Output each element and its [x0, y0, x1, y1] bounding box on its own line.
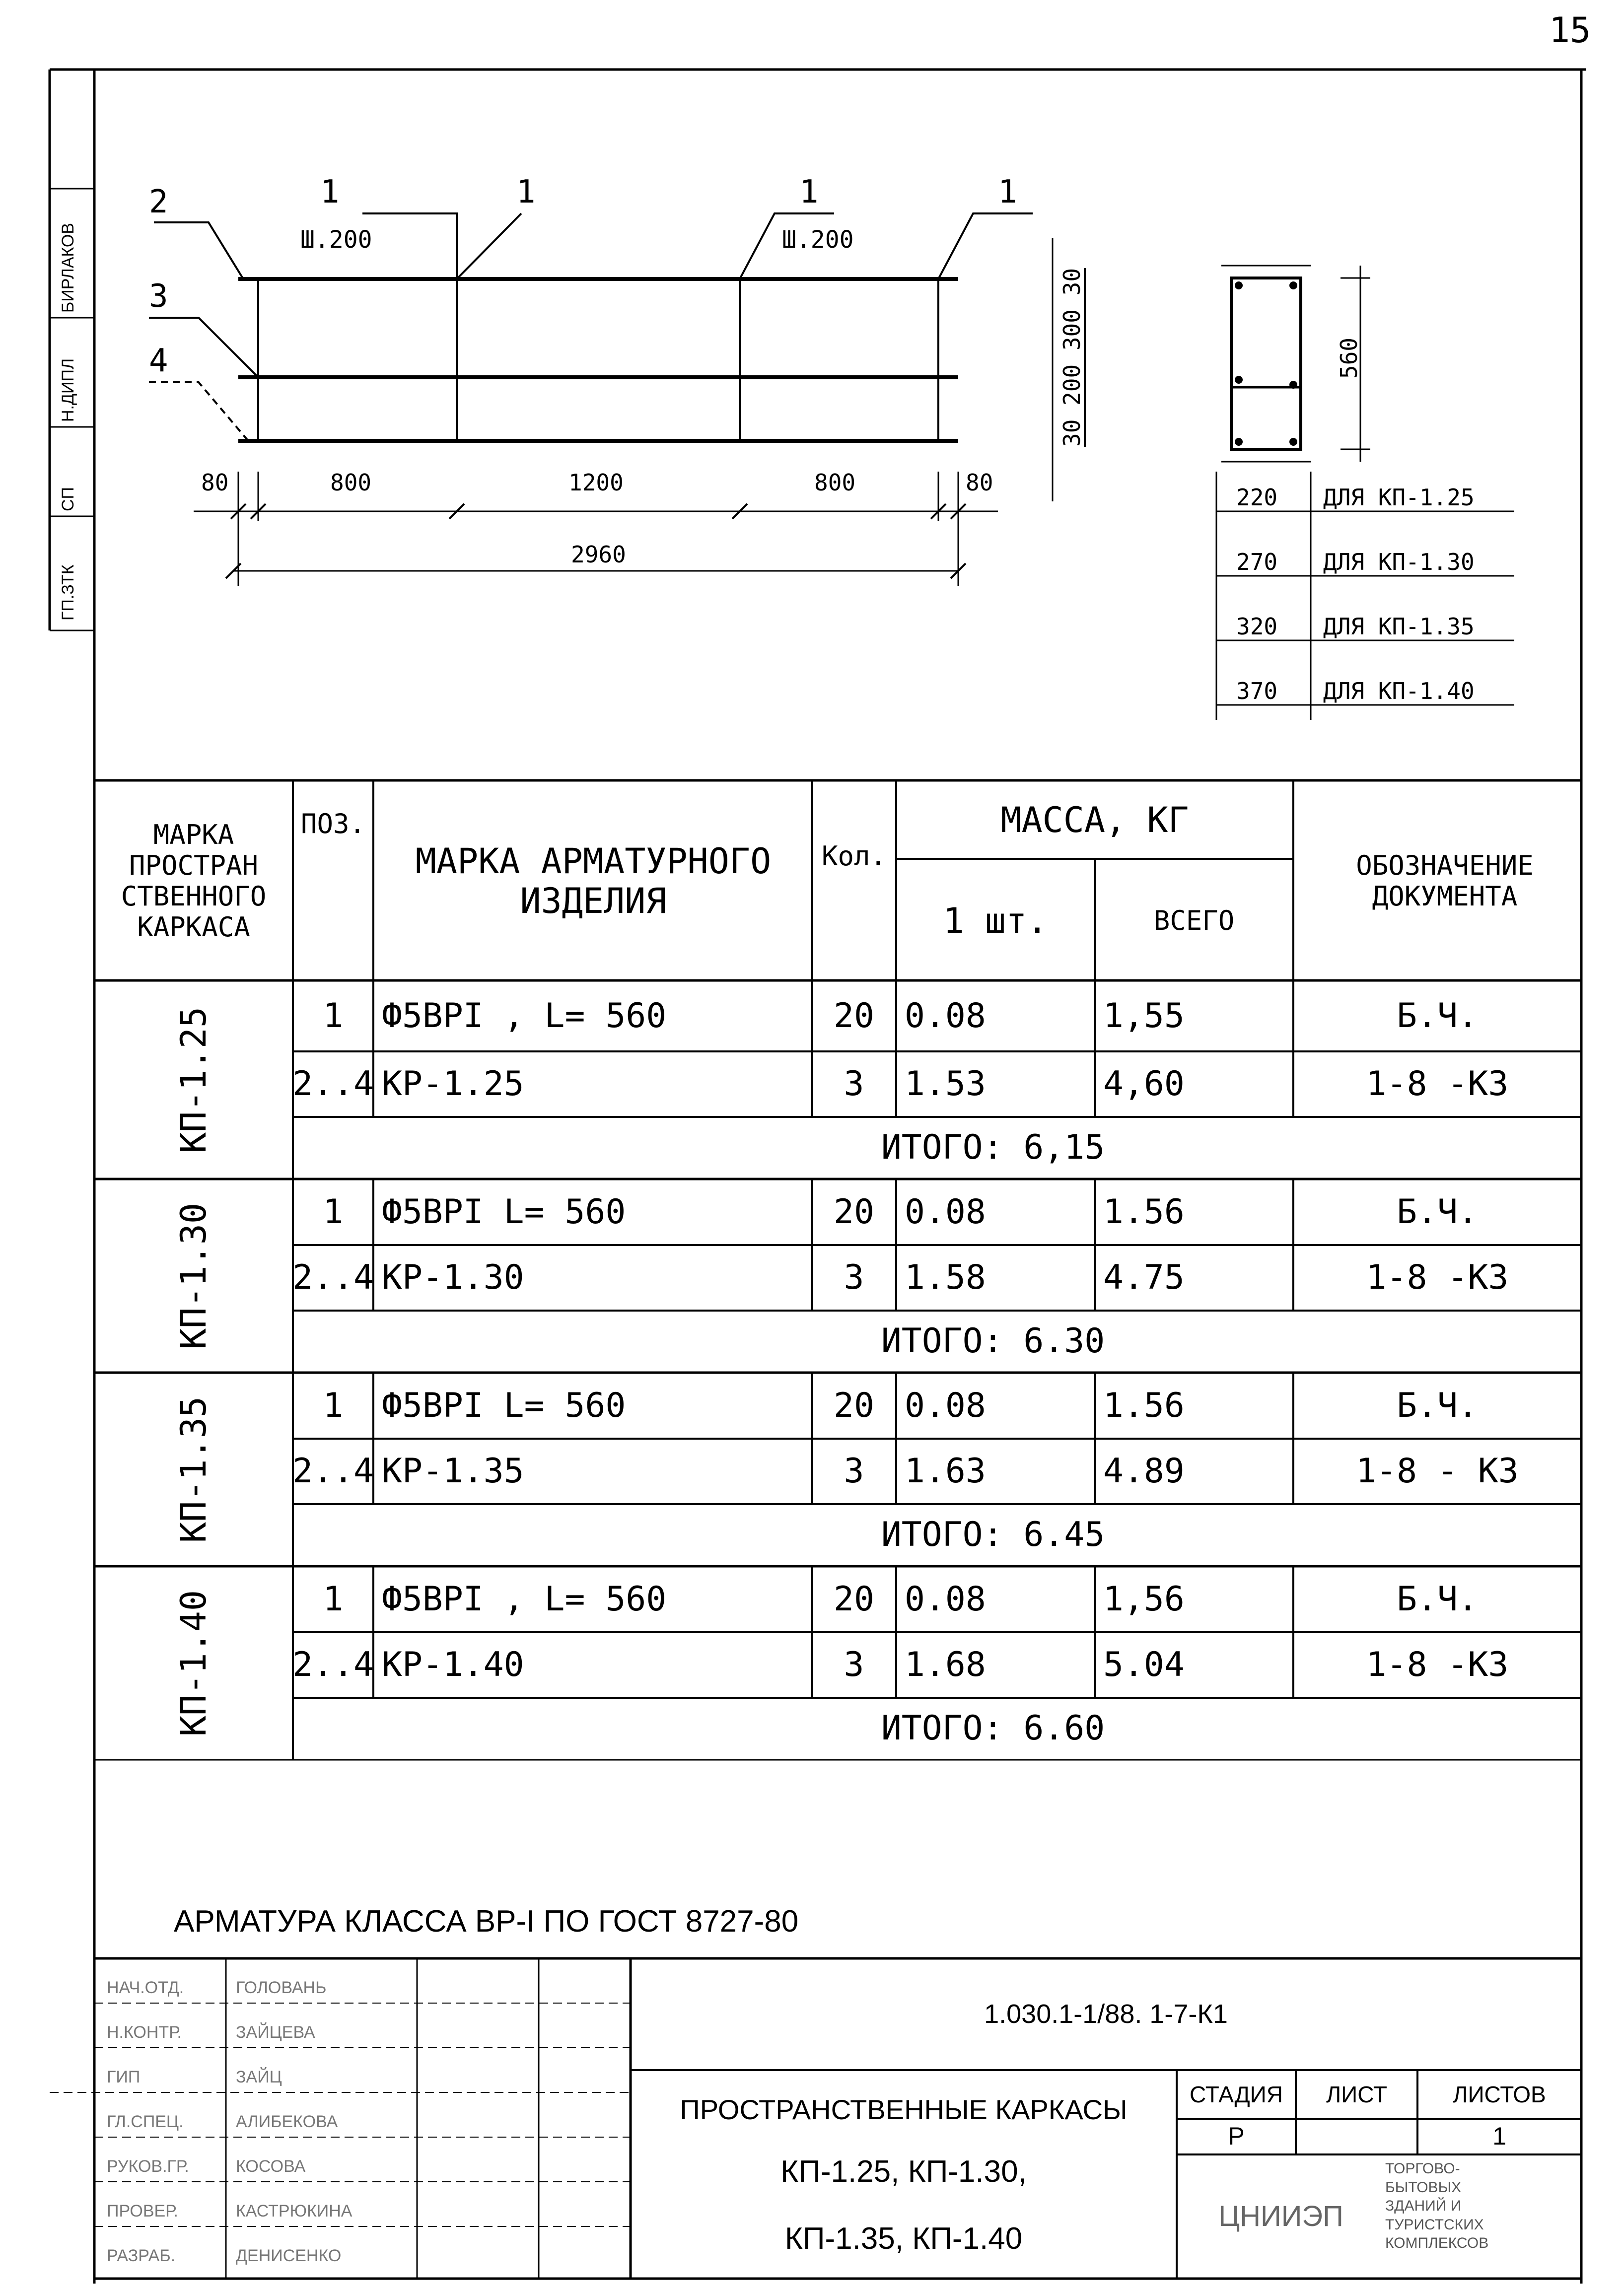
side-strip-label: БИРЛАКОВ: [59, 222, 77, 313]
signature-role: ГЛ.СПЕЦ.: [107, 2112, 184, 2131]
item-cell: КР-1.30: [382, 1257, 524, 1297]
frame-mark: КП-1.25: [173, 1006, 214, 1153]
title-line-1: ПРОСТРАНСТВЕННЫЕ КАРКАСЫ: [680, 2093, 1128, 2125]
doc-cell: 1-8 - К3: [1356, 1451, 1519, 1491]
spacing-note: Ш.200: [300, 226, 372, 254]
width-label: ДЛЯ КП-1.40: [1323, 678, 1475, 704]
header-mass-total: ВСЕГО: [1153, 904, 1235, 936]
width-dimension: 220: [1236, 484, 1278, 511]
pos-cell: 2..4: [292, 1645, 374, 1684]
signature-name: ЗАЙЦ: [236, 2068, 282, 2086]
leader-line: [457, 213, 521, 279]
header-pos: ПОЗ.: [300, 808, 366, 839]
section-height: 560: [1336, 338, 1362, 379]
frame-mark: КП-1.30: [173, 1202, 214, 1349]
mass-total-cell: 5.04: [1103, 1645, 1185, 1684]
organization-code: ЦНИИЭП: [1218, 2200, 1343, 2232]
signature-role: ГИП: [107, 2068, 141, 2086]
group-total: ИТОГО: 6.45: [881, 1515, 1105, 1554]
header-mass-one: 1 шт.: [943, 900, 1048, 941]
side-strip-label: СП: [59, 487, 77, 511]
item-cell: Ф5ВРI L= 560: [382, 1192, 626, 1232]
mass-one-cell: 1.68: [905, 1645, 986, 1684]
signature-name: КОСОВА: [236, 2157, 306, 2176]
width-label: ДЛЯ КП-1.25: [1323, 484, 1475, 511]
header-item-mark: МАРКА АРМАТУРНОГО ИЗДЕЛИЯ: [415, 840, 772, 921]
leader-line: [362, 213, 457, 279]
dimension-text: 1200: [568, 469, 624, 496]
title-line-2: КП-1.25, КП-1.30,: [780, 2154, 1027, 2189]
sheet-label: ЛИСТ: [1326, 2081, 1388, 2107]
frame-mark: КП-1.40: [173, 1590, 214, 1736]
mass-total-cell: 1,55: [1103, 996, 1185, 1036]
qty-cell: 3: [844, 1257, 864, 1297]
title-line-3: КП-1.35, КП-1.40: [784, 2222, 1023, 2256]
doc-cell: Б.Ч.: [1397, 1580, 1478, 1619]
mass-total-cell: 1.56: [1103, 1386, 1185, 1426]
sheets-label: ЛИСТОВ: [1453, 2081, 1546, 2107]
mass-total-cell: 4.75: [1103, 1257, 1185, 1297]
leader-number: 2: [149, 184, 168, 220]
signature-role: НАЧ.ОТД.: [107, 1978, 184, 1997]
qty-cell: 3: [844, 1064, 864, 1104]
header-mass: МАССА, КГ: [1000, 800, 1189, 841]
stage-label: СТАДИЯ: [1190, 2081, 1283, 2107]
group-total: ИТОГО: 6.30: [881, 1321, 1105, 1361]
mass-total-cell: 1,56: [1103, 1580, 1185, 1619]
group-total: ИТОГО: 6.60: [881, 1708, 1105, 1748]
pos-cell: 2..4: [292, 1064, 374, 1104]
spacing-note: Ш.200: [782, 226, 854, 254]
signature-name: ЗАЙЦЕВА: [236, 2023, 315, 2042]
width-label: ДЛЯ КП-1.30: [1323, 549, 1475, 575]
width-dimension: 320: [1236, 613, 1278, 640]
signature-name: ДЕНИСЕНКО: [236, 2246, 342, 2265]
leader-line: [154, 222, 243, 279]
leader-number: 4: [149, 343, 168, 379]
sheets-value: 1: [1492, 2122, 1506, 2151]
qty-cell: 20: [834, 1580, 874, 1619]
signature-role: РУКОВ.ГР.: [107, 2157, 189, 2176]
side-strip-label: Н.ДИПЛ: [59, 358, 77, 422]
cross-section-outline: [1231, 278, 1301, 449]
organization-name: ТОРГОВО- БЫТОВЫХ ЗДАНИЙ И ТУРИСТСКИХ КОМПЛЕКСОВ: [1385, 2160, 1489, 2251]
leader-line: [938, 213, 1033, 279]
mass-one-cell: 0.08: [905, 1580, 986, 1619]
qty-cell: 20: [834, 1386, 874, 1426]
item-cell: Ф5ВРI , L= 560: [382, 996, 667, 1036]
cross-section-bar-dots: [1235, 281, 1297, 446]
overall-length: 2960: [571, 541, 626, 568]
stage-value: Р: [1228, 2122, 1245, 2151]
pos-cell: 1: [323, 996, 344, 1036]
frame-mark: КП-1.35: [173, 1396, 214, 1543]
mass-one-cell: 1.63: [905, 1451, 986, 1491]
pos-cell: 1: [323, 1192, 344, 1232]
reinforcement-note: АРМАТУРА КЛАССА ВР-I ПО ГОСТ 8727-80: [174, 1904, 799, 1939]
leader-number: 1: [799, 174, 819, 210]
item-cell: КР-1.25: [382, 1064, 524, 1104]
dimension-text: 80: [966, 469, 993, 496]
vertical-dimension: 30 200 300 30: [1059, 268, 1085, 447]
pos-cell: 2..4: [292, 1451, 374, 1491]
qty-cell: 20: [834, 1192, 874, 1232]
header-frame-mark: МАРКА ПРОСТРАН СТВЕННОГО КАРКАСА: [121, 819, 267, 943]
qty-cell: 20: [834, 996, 874, 1036]
doc-cell: 1-8 -К3: [1366, 1257, 1509, 1297]
leader-number: 1: [516, 174, 536, 210]
signature-role: ПРОВЕР.: [107, 2202, 178, 2221]
qty-cell: 3: [844, 1451, 864, 1491]
item-cell: Ф5ВРI L= 560: [382, 1386, 626, 1426]
mass-total-cell: 4,60: [1103, 1064, 1185, 1104]
mass-one-cell: 1.53: [905, 1064, 986, 1104]
item-cell: Ф5ВРI , L= 560: [382, 1580, 667, 1619]
doc-cell: Б.Ч.: [1397, 1386, 1478, 1426]
leader-number: 3: [149, 278, 168, 315]
dimension-text: 80: [201, 469, 229, 496]
pos-cell: 1: [323, 1580, 344, 1619]
dimension-text: 800: [814, 469, 856, 496]
pos-cell: 1: [323, 1386, 344, 1426]
doc-cell: Б.Ч.: [1397, 996, 1478, 1036]
page-number: 15: [1549, 10, 1591, 51]
dimension-text: 800: [330, 469, 372, 496]
sheet-value: [1297, 2120, 1416, 2153]
leader-number: 1: [320, 174, 340, 210]
mass-one-cell: 0.08: [905, 1192, 986, 1232]
pos-cell: 2..4: [292, 1257, 374, 1297]
signature-name: КАСТРЮКИНА: [236, 2202, 353, 2221]
item-cell: КР-1.35: [382, 1451, 524, 1491]
width-label: ДЛЯ КП-1.35: [1323, 613, 1475, 640]
qty-cell: 3: [844, 1645, 864, 1684]
width-dimension: 270: [1236, 549, 1278, 575]
signature-role: РАЗРАБ.: [107, 2246, 176, 2265]
signature-name: ГОЛОВАНЬ: [236, 1978, 327, 1997]
side-strip-label: ГП.ЗТК: [59, 564, 77, 621]
mass-total-cell: 4.89: [1103, 1451, 1185, 1491]
leader-line: [149, 382, 248, 441]
mass-one-cell: 0.08: [905, 996, 986, 1036]
leader-number: 1: [998, 174, 1017, 210]
signature-name: АЛИБЕКОВА: [236, 2112, 338, 2131]
header-doc: ОБОЗНАЧЕНИЕ ДОКУМЕНТА: [1356, 849, 1534, 912]
mass-total-cell: 1.56: [1103, 1192, 1185, 1232]
doc-cell: 1-8 -К3: [1366, 1645, 1509, 1684]
document-code: 1.030.1-1/88. 1-7-К1: [984, 1999, 1228, 2029]
signature-role: Н.КОНТР.: [107, 2023, 182, 2042]
group-total: ИТОГО: 6,15: [881, 1127, 1105, 1167]
mass-one-cell: 1.58: [905, 1257, 986, 1297]
item-cell: КР-1.40: [382, 1645, 524, 1684]
doc-cell: Б.Ч.: [1397, 1192, 1478, 1232]
header-qty: Кол.: [821, 840, 887, 872]
width-dimension: 370: [1236, 678, 1278, 704]
doc-cell: 1-8 -К3: [1366, 1064, 1509, 1104]
mass-one-cell: 0.08: [905, 1386, 986, 1426]
